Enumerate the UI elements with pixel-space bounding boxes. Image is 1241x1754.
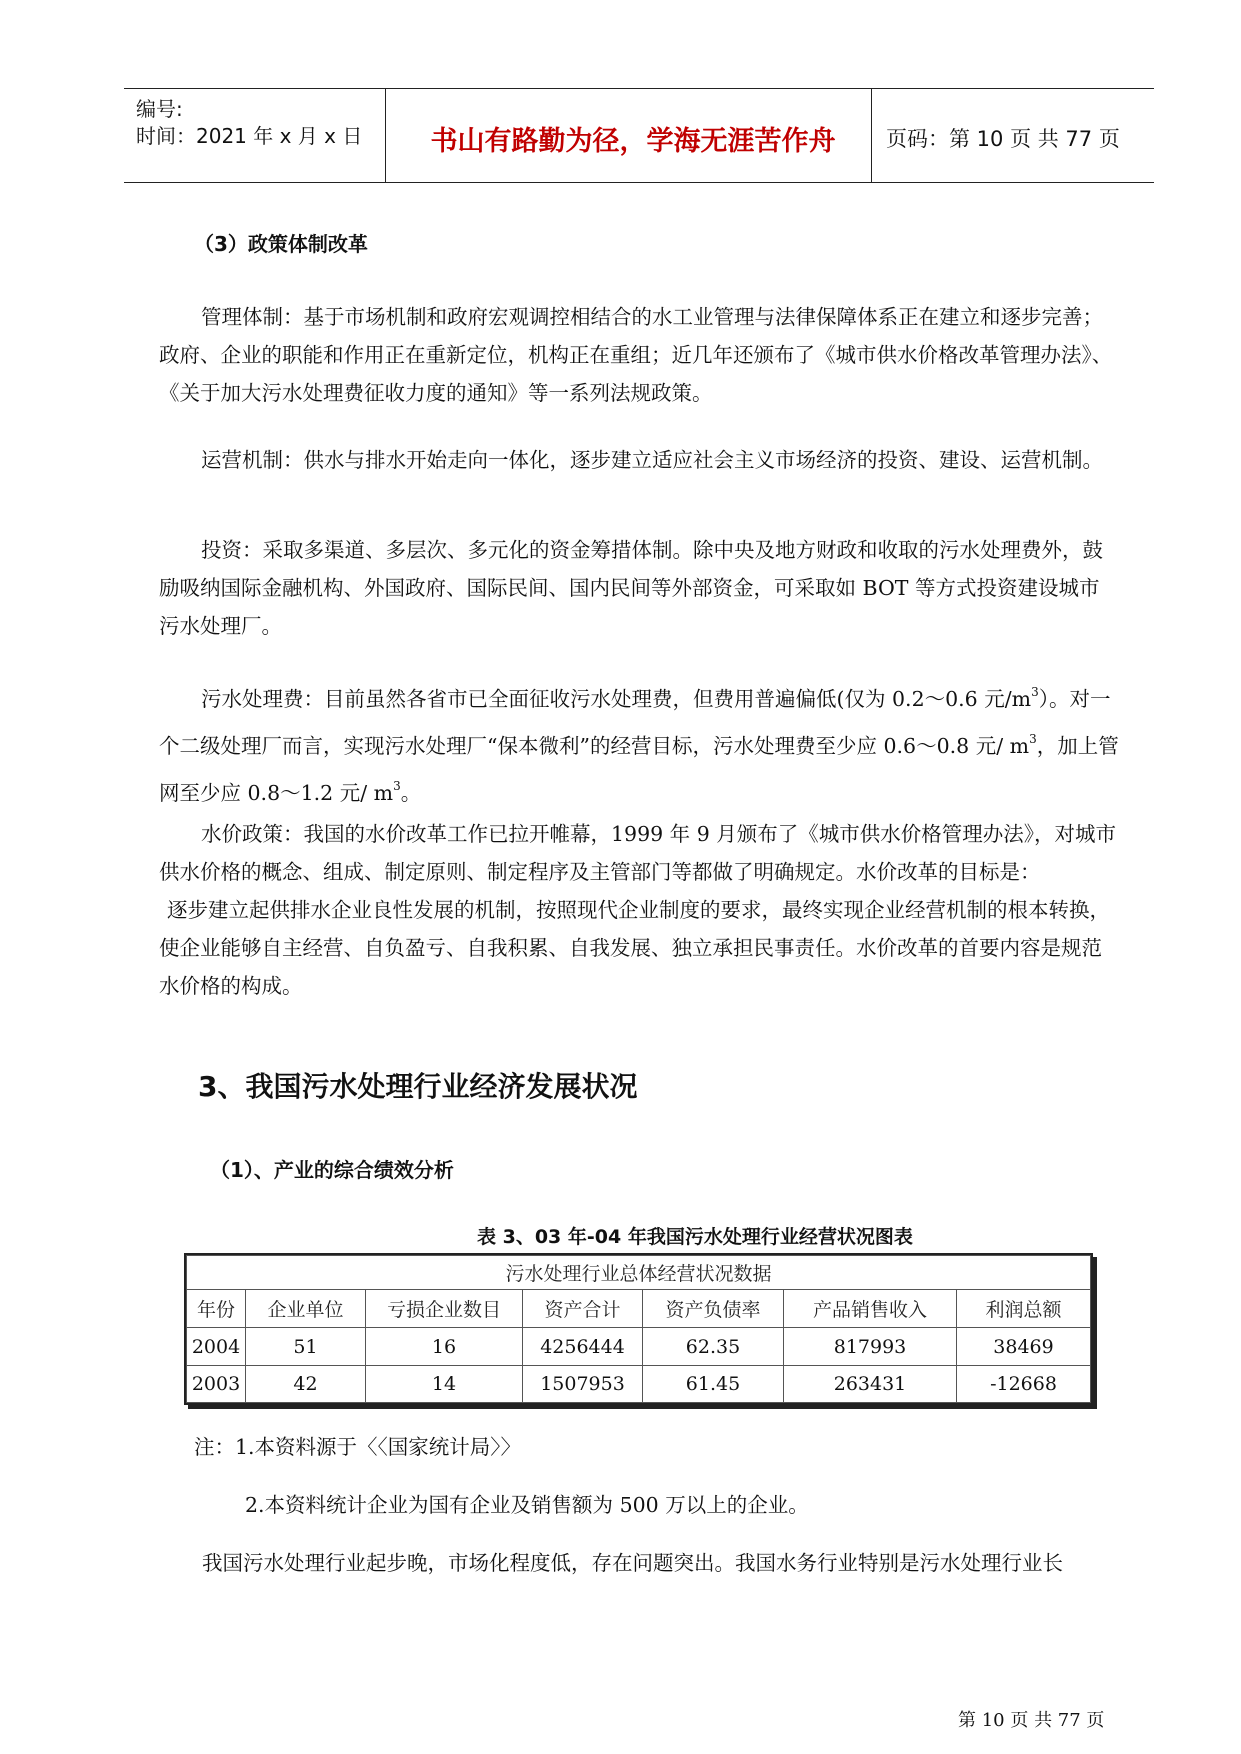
table-note-2: 2.本资料统计企业为国有企业及销售额为 500 万以上的企业。 bbox=[245, 1493, 809, 1517]
paragraph-closing: 我国污水处理行业起步晚，市场化程度低，存在问题突出。我国水务行业特别是污水处理行业长 bbox=[202, 1551, 1063, 1575]
table-caption: 表 3、03 年-04 年我国污水处理行业经营状况图表 bbox=[477, 1226, 913, 1248]
table-cell: 51 bbox=[246, 1328, 366, 1365]
paragraph-operation: 运营机制：供水与排水开始走向一体化，逐步建立适应社会主义市场经济的投资、建设、运营机制。 bbox=[201, 448, 1103, 472]
table-cell: 42 bbox=[246, 1365, 366, 1402]
header-page-number: 页码：第 10 页 共 77 页 bbox=[886, 127, 1120, 151]
column-header: 资产负债率 bbox=[643, 1290, 784, 1328]
table-cell: 14 bbox=[366, 1365, 523, 1402]
header-divider-left bbox=[385, 89, 386, 182]
page-footer: 第 10 页 共 77 页 bbox=[958, 1710, 1105, 1731]
section-heading-policy: （3）政策体制改革 bbox=[194, 232, 368, 256]
table-title: 污水处理行业总体经营状况数据 bbox=[187, 1256, 1091, 1290]
sub-heading-performance: （1）、产业的综合绩效分析 bbox=[210, 1158, 454, 1182]
table-cell: 1507953 bbox=[523, 1365, 643, 1402]
paragraph-sewage-fee: 污水处理费：目前虽然各省市已全面征收污水处理费，但费用普遍偏低(仅为 0.2～0.6 元$/m^3$）。对一个二级处理厂而言，实现污水处理厂“保本微利”的经营目标，污水处理费至少应 0.6～0.8 元/ $m^3$，加上管网至少应 0.8～1.2 元/ $m^3$。 bbox=[159, 685, 1119, 805]
table-row bbox=[187, 1365, 1091, 1402]
column-header: 年份 bbox=[187, 1290, 246, 1328]
header-divider-right bbox=[871, 89, 872, 182]
table-cell: 61.45 bbox=[643, 1365, 784, 1402]
table-cell: 2003 bbox=[187, 1365, 246, 1402]
page-header bbox=[124, 88, 1154, 183]
table-cell: 4256444 bbox=[523, 1328, 643, 1365]
paragraph-management: 管理体制：基于市场机制和政府宏观调控相结合的水工业管理与法律保障体系正在建立和逐步完善；政府、企业的职能和作用正在重新定位，机构正在重组；近几年还颁布了《城市供水价格改革管理办法》、《关于加大污水处理费征收力度的通知》等一系列法规政策。 bbox=[159, 305, 1113, 405]
column-header: 利润总额 bbox=[957, 1290, 1091, 1328]
table-cell: 817993 bbox=[784, 1328, 957, 1365]
section-heading-3: 3、我国污水处理行业经济发展状况 bbox=[198, 1070, 638, 1103]
column-header: 亏损企业数目 bbox=[366, 1290, 523, 1328]
column-header: 产品销售收入 bbox=[784, 1290, 957, 1328]
table-row bbox=[187, 1328, 1091, 1365]
unit-cubic-meter: $m^3$ bbox=[1011, 685, 1039, 711]
column-header: 企业单位 bbox=[246, 1290, 366, 1328]
table-cell: -12668 bbox=[957, 1365, 1091, 1402]
header-motto: 书山有路勤为径，学海无涯苦作舟 bbox=[430, 126, 836, 157]
table-cell: 16 bbox=[366, 1328, 523, 1365]
table-cell: 38469 bbox=[957, 1328, 1091, 1365]
table-note-1: 注：1.本资料源于〈〈国家统计局〉〉 bbox=[194, 1435, 522, 1459]
paragraph-water-price: 水价政策：我国的水价改革工作已拉开帷幕，1999 年 9 月颁布了《城市供水价格管理办法》，对城市供水价格的概念、组成、制定原则、制定程序及主管部门等都做了明确规定。水价改革的目标是： 逐步建立起供排水企业良性发展的机制，按照现代企业制度的要求，最终实现企业经营机制的根本转换，使企业能够自主经营、自负盈亏、自我积累、自我发展、独立承担民事责任。水价改革的首要内容是规范水价格的构成。 bbox=[159, 822, 1117, 998]
paragraph-investment: 投资：采取多渠道、多层次、多元化的资金筹措体制。除中央及地方财政和收取的污水处理费外，鼓励吸纳国际金融机构、外国政府、国际民间、国内民间等外部资金，可采取如 BOT 等方式投资建设城市污水处理厂。 bbox=[159, 538, 1103, 638]
table-header-row bbox=[187, 1290, 1091, 1328]
table-cell: 62.35 bbox=[643, 1328, 784, 1365]
operations-table bbox=[184, 1253, 1093, 1405]
document-date-label: 时间：2021 年 x 月 x 日 bbox=[136, 124, 363, 148]
table-cell: 263431 bbox=[784, 1365, 957, 1402]
document-number-label: 编号: bbox=[136, 97, 183, 121]
unit-cubic-meter: $m^3$ bbox=[373, 779, 401, 805]
column-header: 资产合计 bbox=[523, 1290, 643, 1328]
table-cell: 2004 bbox=[187, 1328, 246, 1365]
unit-cubic-meter: $m^3$ bbox=[1009, 732, 1037, 758]
